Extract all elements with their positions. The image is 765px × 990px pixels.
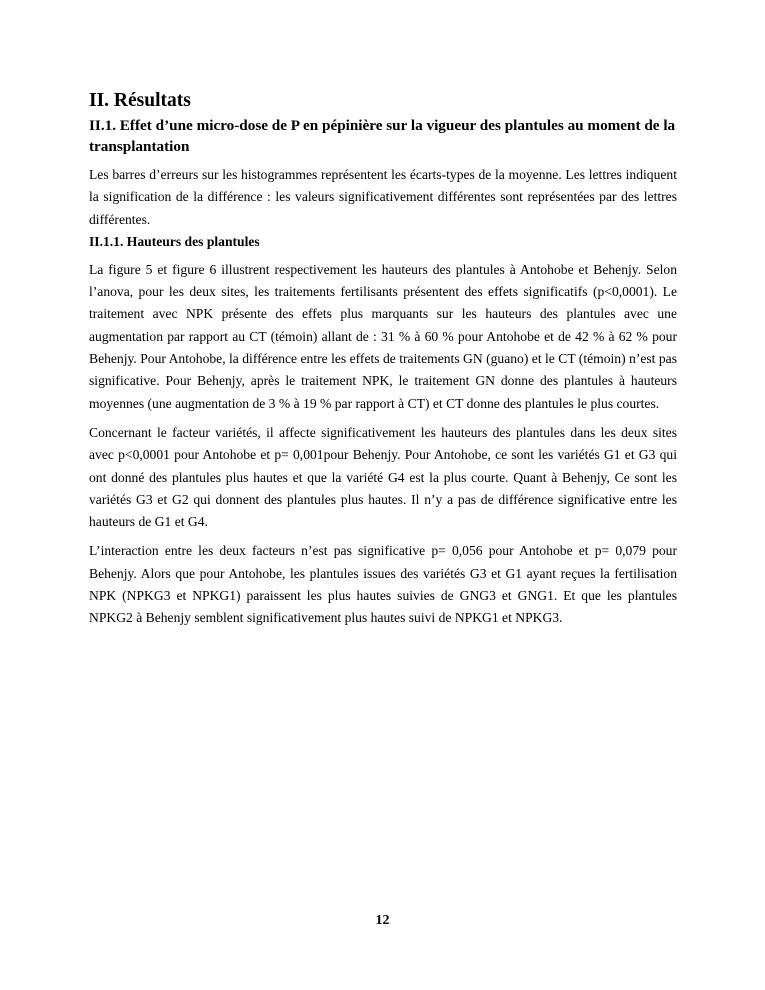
intro-paragraph: Les barres d’erreurs sur les histogrammes représentent les écarts-types de la moyenne. Les lettres indiquent la signification de la différence : les valeurs significativement différentes sont représentées par des lettres différentes. (89, 167, 677, 227)
subsection-heading: II.1. Effet d’une micro-dose de P en pépinière sur la vigueur des plantules au moment de la transplantation (89, 117, 676, 155)
page-number: 12 (375, 913, 390, 928)
paragraph-varieties: Concernant le facteur variétés, il affecte significativement les hauteurs des plantules dans les deux sites avec p<0,0001 pour Antohobe et p= 0,001pour Behenjy. Pour Antohobe, ce sont les variétés G1 et G3 qui ont donné des plantules plus hautes et que la variété G4 est la plus courte. Quant à Behenjy, Ce sont les variétés G3 et G2 qui donnent des plantules plus hautes. Il n’y a pas de différence significative entre les hauteurs de G1 et G4. (89, 424, 677, 530)
page-content (89, 88, 677, 630)
sub-subsection-heading: II.1.1. Hauteurs des plantules (89, 233, 260, 249)
paragraph-heights: La figure 5 et figure 6 illustrent respectivement les hauteurs des plantules à Antohobe et Behenjy. Selon l’anova, pour les deux sites, les traitements fertilisants présentent des effets significatifs (p<0,0001). Le traitement avec NPK présente des effets plus marquants sur les hauteurs des plantules avec une augmentation par rapport au CT (témoin) allant de : 31 % à 60 % pour Antohobe et de 42 % à 62 % pour Behenjy. Pour Antohobe, la différence entre les effets de traitements GN (guano) et le CT (témoin) n’est pas significative. Pour Behenjy, après le traitement NPK, le traitement GN donne des plantules à hauteurs moyennes (une augmentation de 3 % à 19 % par rapport à CT) et CT donne des plantules le plus courtes. (89, 261, 677, 411)
section-heading: II. Résultats (89, 90, 191, 111)
paragraph-interaction: L’interaction entre les deux facteurs n’est pas significative p= 0,056 pour Antohobe et p= 0,079 pour Behenjy. Alors que pour Antohobe, les plantules issues des variétés G3 et G1 ayant reçues la fertilisation NPK (NPKG3 et NPKG1) paraissent les plus hautes suivies de GNG3 et GNG1. Et que les plantules NPKG2 à Behenjy semblent significativement plus hautes suivi de NPKG1 et NPKG3. (89, 543, 677, 626)
